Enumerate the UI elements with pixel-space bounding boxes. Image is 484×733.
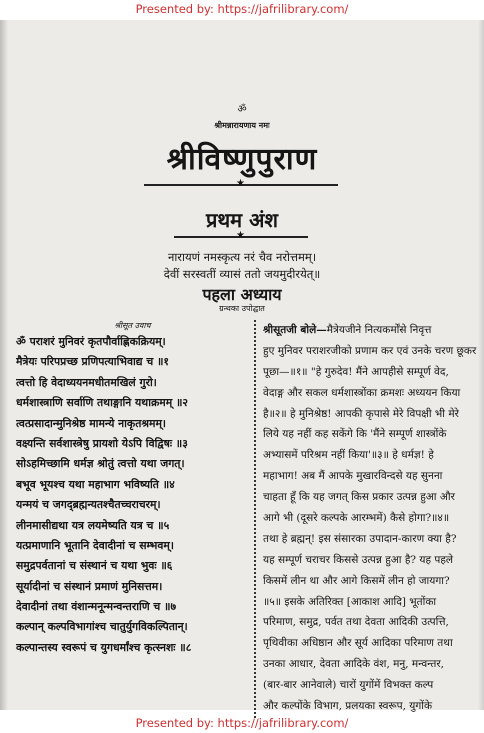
watermark-top: Presented by: https://jafrilibrary.com/ bbox=[135, 2, 349, 16]
verse-line: कल्पान् कल्पविभागांश्च चातुर्युगविकल्पितान्। bbox=[16, 620, 188, 634]
om-symbol: ॐ bbox=[237, 104, 247, 115]
translation-line: (बार-बार आनेवाले) चारों युगोंमें विभक्त कल्प bbox=[263, 679, 434, 692]
verse-line: यन्मयं च जगद्ब्रह्मन्यतश्चैतच्चराचरम्। bbox=[16, 498, 161, 512]
column-divider bbox=[254, 320, 257, 718]
opening-verse-line: देवीं सरस्वतीं व्यासं ततो जयमुदीरयेत्॥ bbox=[163, 267, 321, 281]
translation-text: मैत्रेयजीने नित्यकर्मोंसे निवृत्त bbox=[326, 324, 432, 336]
verse-line: सोऽहमिच्छामि धर्मज्ञ श्रोतुं त्वत्तो यथा जगत्। bbox=[16, 457, 185, 471]
sanskrit-column bbox=[16, 320, 249, 720]
verse-line: वक्ष्यन्ति सर्वशास्त्रेषु प्रायशो येऽपि विद्विषः ॥३ bbox=[16, 436, 188, 450]
chapter-subtitle: ग्रन्थका उपोद्घात bbox=[219, 304, 265, 313]
translation-line: अभ्यासमें परिश्रम नहीं किया'॥३॥ हे धर्मज्ञ! हे bbox=[263, 449, 434, 462]
verse-line: लीनमासीद्यथा यत्र लयमेष्यति यत्र च ॥५ bbox=[16, 518, 170, 532]
translation-line: चाहता हूँ कि यह जगत् किस प्रकार उत्पन्न हुआ और bbox=[263, 491, 455, 504]
book-page bbox=[0, 20, 484, 713]
verse-line: देवादीनां तथा वंशान्मनून्मन्वन्तराणि च ॥७ bbox=[16, 600, 177, 614]
opening-verse-line: नारायणं नमस्कृत्य नरं चैव नरोत्तमम्। bbox=[167, 250, 317, 264]
translation-line: लिये यह नहीं कह सकेंगे कि 'मैंने सम्पूर्ण शास्त्रोंके bbox=[263, 428, 447, 441]
translation-line: किसमें लीन था और आगे किसमें लीन हो जायगा? bbox=[263, 574, 450, 587]
verse-line: त्वत्तो हि वेदाध्ययनमधीतमखिलं गुरो। bbox=[16, 375, 157, 389]
translation-line: उनका आधार, देवता आदिके वंश, मनु, मन्वन्तर, bbox=[263, 658, 445, 671]
translation-column bbox=[263, 320, 479, 720]
translation-line: ॥५॥ इसके अतिरिक्त [आकाश आदि] भूतोंका bbox=[263, 595, 437, 608]
verse-line: कल्पान्तस्य स्वरूपं च युगधर्मांश्च कृत्स्नशः ॥८ bbox=[16, 640, 192, 654]
speaker-label: श्रीसूत उवाच bbox=[114, 321, 151, 330]
page-title: श्रीविष्णुपुराण bbox=[166, 142, 318, 177]
translation-line: और कल्पोंके विभाग, प्रलयका स्वरूप, युगोंके bbox=[263, 700, 433, 713]
verse-line: मैत्रेयः परिपप्रच्छ प्रणिपत्याभिवाद्य च ॥१ bbox=[16, 355, 170, 369]
star-ornament: ★ bbox=[236, 178, 245, 189]
verse-line: समुद्रपर्वतानां च संस्थानं च यथा भुवः ॥६ bbox=[16, 559, 173, 573]
verse-line: त्वत्प्रसादान्मुनिश्रेष्ठ मामन्ये नाकृतश्रमम्। bbox=[16, 416, 167, 430]
verse-line: यत्प्रमाणानि भूतानि देवादीनां च सम्भवम्। bbox=[16, 538, 174, 552]
invocation: श्रीमन्नारायणाय नमः bbox=[214, 120, 270, 130]
translation-line bbox=[263, 320, 479, 341]
translation-line: पूछा—॥१॥ "हे गुरुदेव! मैंने आपहीसे सम्पूर्ण वेद, bbox=[263, 365, 449, 378]
speaker-label: श्रीसूतजी बोले— bbox=[263, 324, 327, 336]
translation-line: महाभाग! अब मैं आपके मुखारविन्दसे यह सुनना bbox=[263, 470, 443, 483]
translation-line: आगे भी (दूसरे कल्पके आरम्भमें) कैसे होगा?॥४॥ bbox=[263, 512, 450, 525]
star-ornament: ★ bbox=[236, 230, 245, 241]
verse-line: धर्मशास्त्राणि सर्वाणि तथाङ्गानि यथाक्रमम् ॥२ bbox=[16, 396, 189, 410]
translation-line: पृथिवीका अधिष्ठान और सूर्य आदिका परिमाण तथा bbox=[263, 637, 453, 650]
translation-line: तथा हे ब्रह्मन्! इस संसारका उपादान-कारण क्या है? bbox=[263, 532, 457, 545]
translation-line: वेदाङ्ग और सकल धर्मशास्त्रोंका क्रमशः अध्ययन किया bbox=[263, 386, 461, 399]
verse-line: सूर्यादीनां च संस्थानं प्रमाणं मुनिसत्तम। bbox=[16, 579, 163, 593]
translation-line: यह सम्पूर्ण चराचर किससे उत्पन्न हुआ है? यह पहले bbox=[263, 553, 454, 566]
translation-line: परिमाण, समुद्र, पर्वत तथा देवता आदिकी उत्पत्ति, bbox=[263, 616, 449, 629]
watermark-bottom: Presented by: https://jafrilibrary.com/ bbox=[135, 716, 349, 730]
translation-line: हुए मुनिवर पराशरजीको प्रणाम कर एवं उनके चरण छूकर bbox=[263, 344, 477, 357]
chapter-heading: पहला अध्याय bbox=[202, 285, 282, 304]
translation-line: है॥२॥ हे मुनिश्रेष्ठ! आपकी कृपासे मेरे विपक्षी भी मेरे bbox=[263, 407, 459, 420]
verse-line: ॐ पराशरं मुनिवरं कृतपौर्वाह्णिकक्रियम्। bbox=[16, 335, 166, 348]
verse-line: बभूव भूयश्च यथा महाभाग भविष्यति ॥४ bbox=[16, 477, 175, 491]
part-heading: प्रथम अंश bbox=[206, 208, 278, 232]
